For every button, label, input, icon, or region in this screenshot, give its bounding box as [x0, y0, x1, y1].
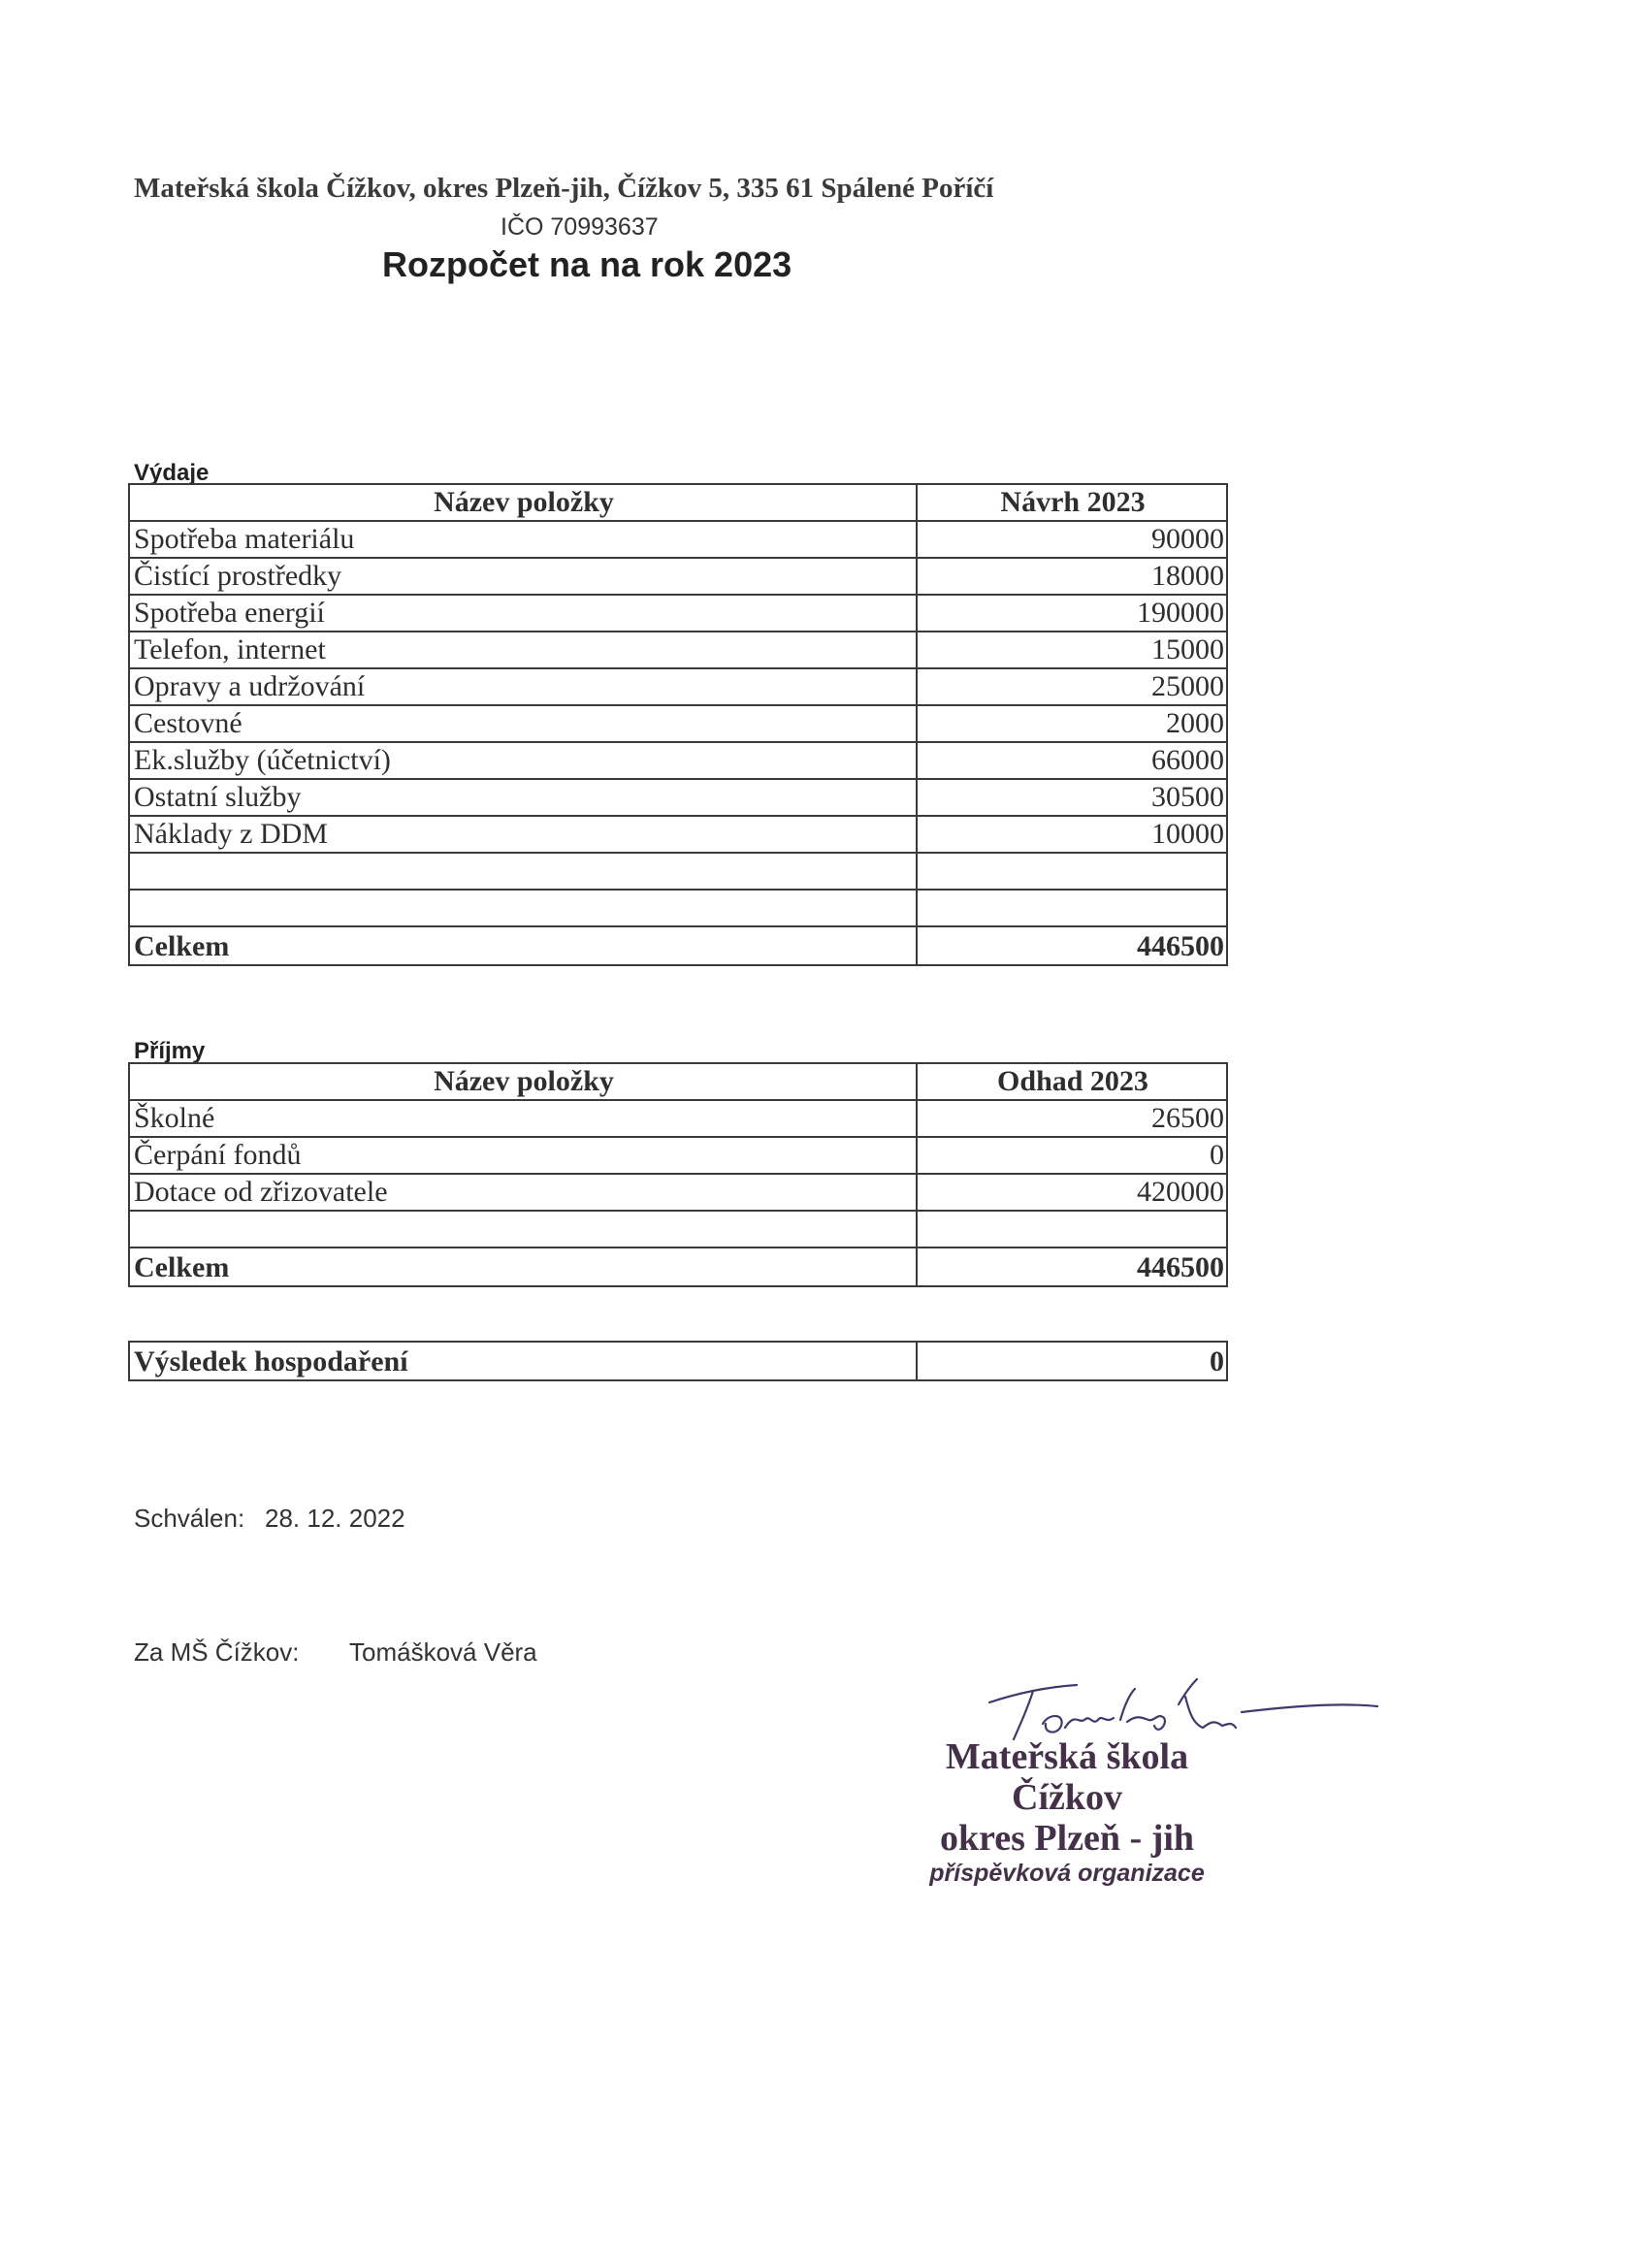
signer-name: Tomášková Věra: [349, 1637, 537, 1667]
page-title: Rozpočet na na rok 2023: [382, 244, 792, 284]
approval-line: [134, 1504, 405, 1534]
organization-header: Mateřská škola Čížkov, okres Plzeň-jih, Čížkov 5, 335 61 Spálené Poříčí: [134, 173, 994, 204]
empty-cell: [917, 890, 1227, 926]
approval-date: 28. 12. 2022: [265, 1504, 405, 1533]
row-name: Čerpání fondů: [129, 1137, 917, 1174]
table-row: [129, 1137, 1227, 1174]
row-name: Školné: [129, 1100, 917, 1137]
table-row: [129, 779, 1227, 816]
row-value: 190000: [917, 595, 1227, 632]
row-name: Spotřeba energií: [129, 595, 917, 632]
table-row: [129, 632, 1227, 668]
table-header-row: [129, 1063, 1227, 1100]
approval-label: Schválen:: [134, 1504, 245, 1533]
stamp-line-4: příspěvková organizace: [929, 1860, 1205, 1887]
result-label: Výsledek hospodaření: [129, 1342, 917, 1380]
table-row: [129, 595, 1227, 632]
row-value: 18000: [917, 558, 1227, 595]
row-name: Telefon, internet: [129, 632, 917, 668]
total-label: Celkem: [129, 926, 917, 965]
table-header-row: [129, 484, 1227, 521]
row-name: Opravy a udržování: [129, 668, 917, 705]
empty-cell: [917, 1211, 1227, 1247]
empty-cell: [129, 1211, 917, 1247]
stamp-line-2: Čížkov: [1012, 1777, 1122, 1818]
row-value: 30500: [917, 779, 1227, 816]
column-header-value: Návrh 2023: [917, 484, 1227, 521]
table-row: [129, 1100, 1227, 1137]
empty-cell: [129, 890, 917, 926]
row-name: Cestovné: [129, 705, 917, 742]
signer-label: Za MŠ Čížkov:: [134, 1637, 300, 1667]
signer-line: [134, 1637, 537, 1668]
empty-cell: [129, 853, 917, 890]
column-header-name: Název položky: [129, 1063, 917, 1100]
row-value: 90000: [917, 521, 1227, 558]
empty-cell: [917, 853, 1227, 890]
row-name: Čistící prostředky: [129, 558, 917, 595]
total-value: 446500: [917, 1247, 1227, 1286]
row-value: 66000: [917, 742, 1227, 779]
row-value: 2000: [917, 705, 1227, 742]
official-stamp: [854, 1736, 1280, 1888]
table-row: [129, 1174, 1227, 1211]
column-header-name: Název položky: [129, 484, 917, 521]
result-value: 0: [917, 1342, 1227, 1380]
table-row: [129, 705, 1227, 742]
empty-row: [129, 890, 1227, 926]
row-name: Ek.služby (účetnictví): [129, 742, 917, 779]
total-row: [129, 926, 1227, 965]
column-header-value: Odhad 2023: [917, 1063, 1227, 1100]
income-label: Příjmy: [134, 1038, 206, 1064]
expenses-label: Výdaje: [134, 460, 210, 486]
stamp-line-1: Mateřská škola: [945, 1736, 1189, 1777]
table-row: [129, 816, 1227, 853]
stamp-line-3: okres Plzeň - jih: [939, 1818, 1195, 1859]
row-name: Spotřeba materiálu: [129, 521, 917, 558]
row-value: 25000: [917, 668, 1227, 705]
table-row: [129, 521, 1227, 558]
empty-row: [129, 853, 1227, 890]
empty-row: [129, 1211, 1227, 1247]
row-value: 0: [917, 1137, 1227, 1174]
total-label: Celkem: [129, 1247, 917, 1286]
row-value: 10000: [917, 816, 1227, 853]
ico-number: IČO 70993637: [501, 213, 659, 241]
table-row: [129, 668, 1227, 705]
row-value: 420000: [917, 1174, 1227, 1211]
row-name: Náklady z DDM: [129, 816, 917, 853]
table-row: [129, 742, 1227, 779]
row-name: Dotace od zřizovatele: [129, 1174, 917, 1211]
income-table: [128, 1062, 1228, 1287]
row-value: 26500: [917, 1100, 1227, 1137]
total-row: [129, 1247, 1227, 1286]
expenses-table: [128, 483, 1228, 966]
row-name: Ostatní služby: [129, 779, 917, 816]
result-table: [128, 1341, 1228, 1381]
result-row: [129, 1342, 1227, 1380]
table-row: [129, 558, 1227, 595]
total-value: 446500: [917, 926, 1227, 965]
row-value: 15000: [917, 632, 1227, 668]
